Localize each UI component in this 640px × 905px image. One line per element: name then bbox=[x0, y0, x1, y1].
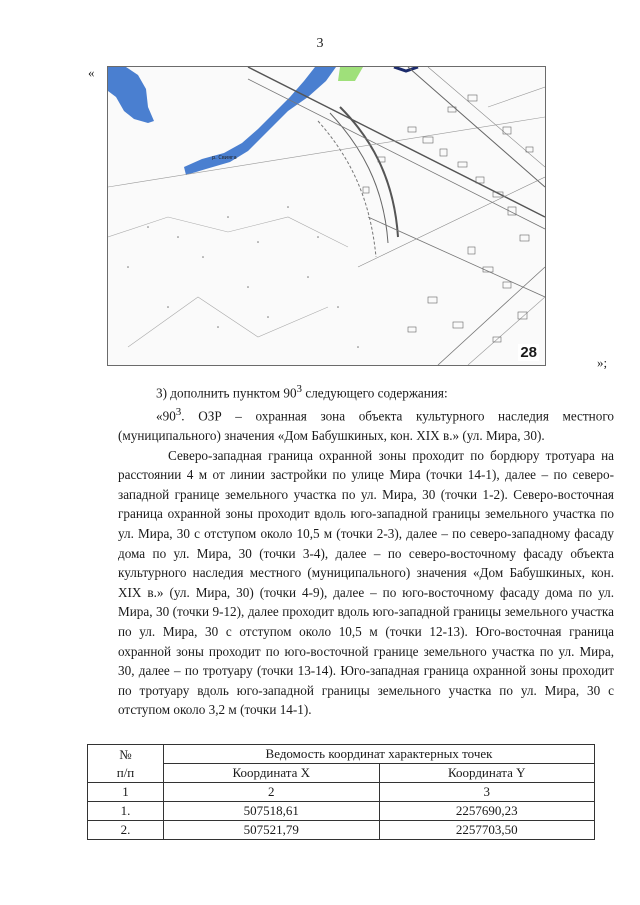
lake bbox=[108, 67, 154, 123]
parcel-outline bbox=[394, 67, 418, 71]
main-road bbox=[248, 67, 545, 217]
index-cell: 2 bbox=[164, 783, 380, 802]
opening-quote: « bbox=[88, 65, 95, 80]
table-subheader-row bbox=[88, 764, 595, 783]
num-header: № п/п bbox=[88, 745, 164, 783]
row-number: 2. bbox=[88, 821, 164, 840]
table-index-row bbox=[88, 783, 595, 802]
amendment-text bbox=[118, 380, 614, 720]
boundary-description: Северо-западная граница охранной зоны проходит по бордюру тротуара на расстоянии 4 м от линии застройки по улице Мира (точки 14-1), далее – по северо-западной границе земельного участка по ул. Мира, 30 (точки 1-2). Северо-восточная граница охранной зоны проходит вдоль юго-западной границы земельного участка по ул. Мира, 30 с отступом около 10,5 м (точки 2-3), далее – по северо-западному фасаду дома по ул. Мира, 30 (точки 3-4), далее – по северо-восточному фасаду объекта культурного наследия местного (муниципального) значения «Дом Бабушкиных, кон. XIX в.» (ул. Мира, 30) (точки 4-9), далее – по юго-восточному фасаду дома по ул. Мира, 30 (точки 9-12), далее проходит вдоль юго-западной границы земельного участка по ул. Мира, 30 с отступом около 10,5 м (точки 12-13). Юго-восточная граница охранной зоны проходит по юго-восточной границе земельного участка по ул. Мира, 30, далее – по тротуару (точки 13-14). Юго-западная граница охранной зоны проходит по тротуару вдоль юго-западной границы земельного участка по ул. Мира, 30 с отступом около 3,2 м (точки 14-1). bbox=[118, 447, 614, 718]
coordinate-y: 2257690,23 bbox=[379, 802, 595, 821]
green-parcel bbox=[338, 67, 363, 81]
row-number: 1. bbox=[88, 802, 164, 821]
avenue bbox=[408, 67, 545, 187]
field-boundary bbox=[108, 217, 348, 247]
field-boundary-2 bbox=[128, 297, 328, 347]
index-cell: 1 bbox=[88, 783, 164, 802]
river bbox=[184, 67, 336, 175]
street-e bbox=[488, 87, 545, 107]
amendment-item: 3) дополнить пунктом $90^3$ следующего содержания: bbox=[156, 383, 448, 401]
page-number: 3 bbox=[316, 36, 324, 51]
coordinates-table bbox=[87, 744, 595, 840]
river-label: р. Свияга bbox=[212, 155, 237, 161]
table-header-row bbox=[88, 745, 595, 764]
street-a bbox=[368, 217, 545, 297]
map-drawing bbox=[108, 67, 545, 365]
table-row bbox=[88, 802, 595, 821]
main-road-edge bbox=[248, 79, 545, 229]
secondary-road bbox=[108, 117, 545, 187]
coordinate-x: 507518,61 bbox=[164, 802, 380, 821]
amendment-point: «$90^3$. ОЗР – охранная зона объекта культурного наследия местного (муниципального) значения «Дом Бабушкиных, кон. XIX в.» (ул. Мира, 30). bbox=[118, 405, 614, 443]
closing-quote: »; bbox=[597, 355, 608, 370]
col-x-header: Координата X bbox=[164, 764, 380, 783]
table-title: Ведомость координат характерных точек bbox=[164, 745, 595, 764]
table-row bbox=[88, 821, 595, 840]
col-y-header: Координата Y bbox=[379, 764, 595, 783]
index-cell: 3 bbox=[379, 783, 595, 802]
scatter-dots bbox=[127, 206, 359, 348]
zone-map bbox=[107, 66, 546, 366]
railway-curve-inner bbox=[330, 113, 388, 243]
building-blocks bbox=[363, 95, 533, 342]
coordinate-x: 507521,79 bbox=[164, 821, 380, 840]
coordinate-y: 2257703,50 bbox=[379, 821, 595, 840]
map-sheet-number: 28 bbox=[520, 344, 537, 361]
